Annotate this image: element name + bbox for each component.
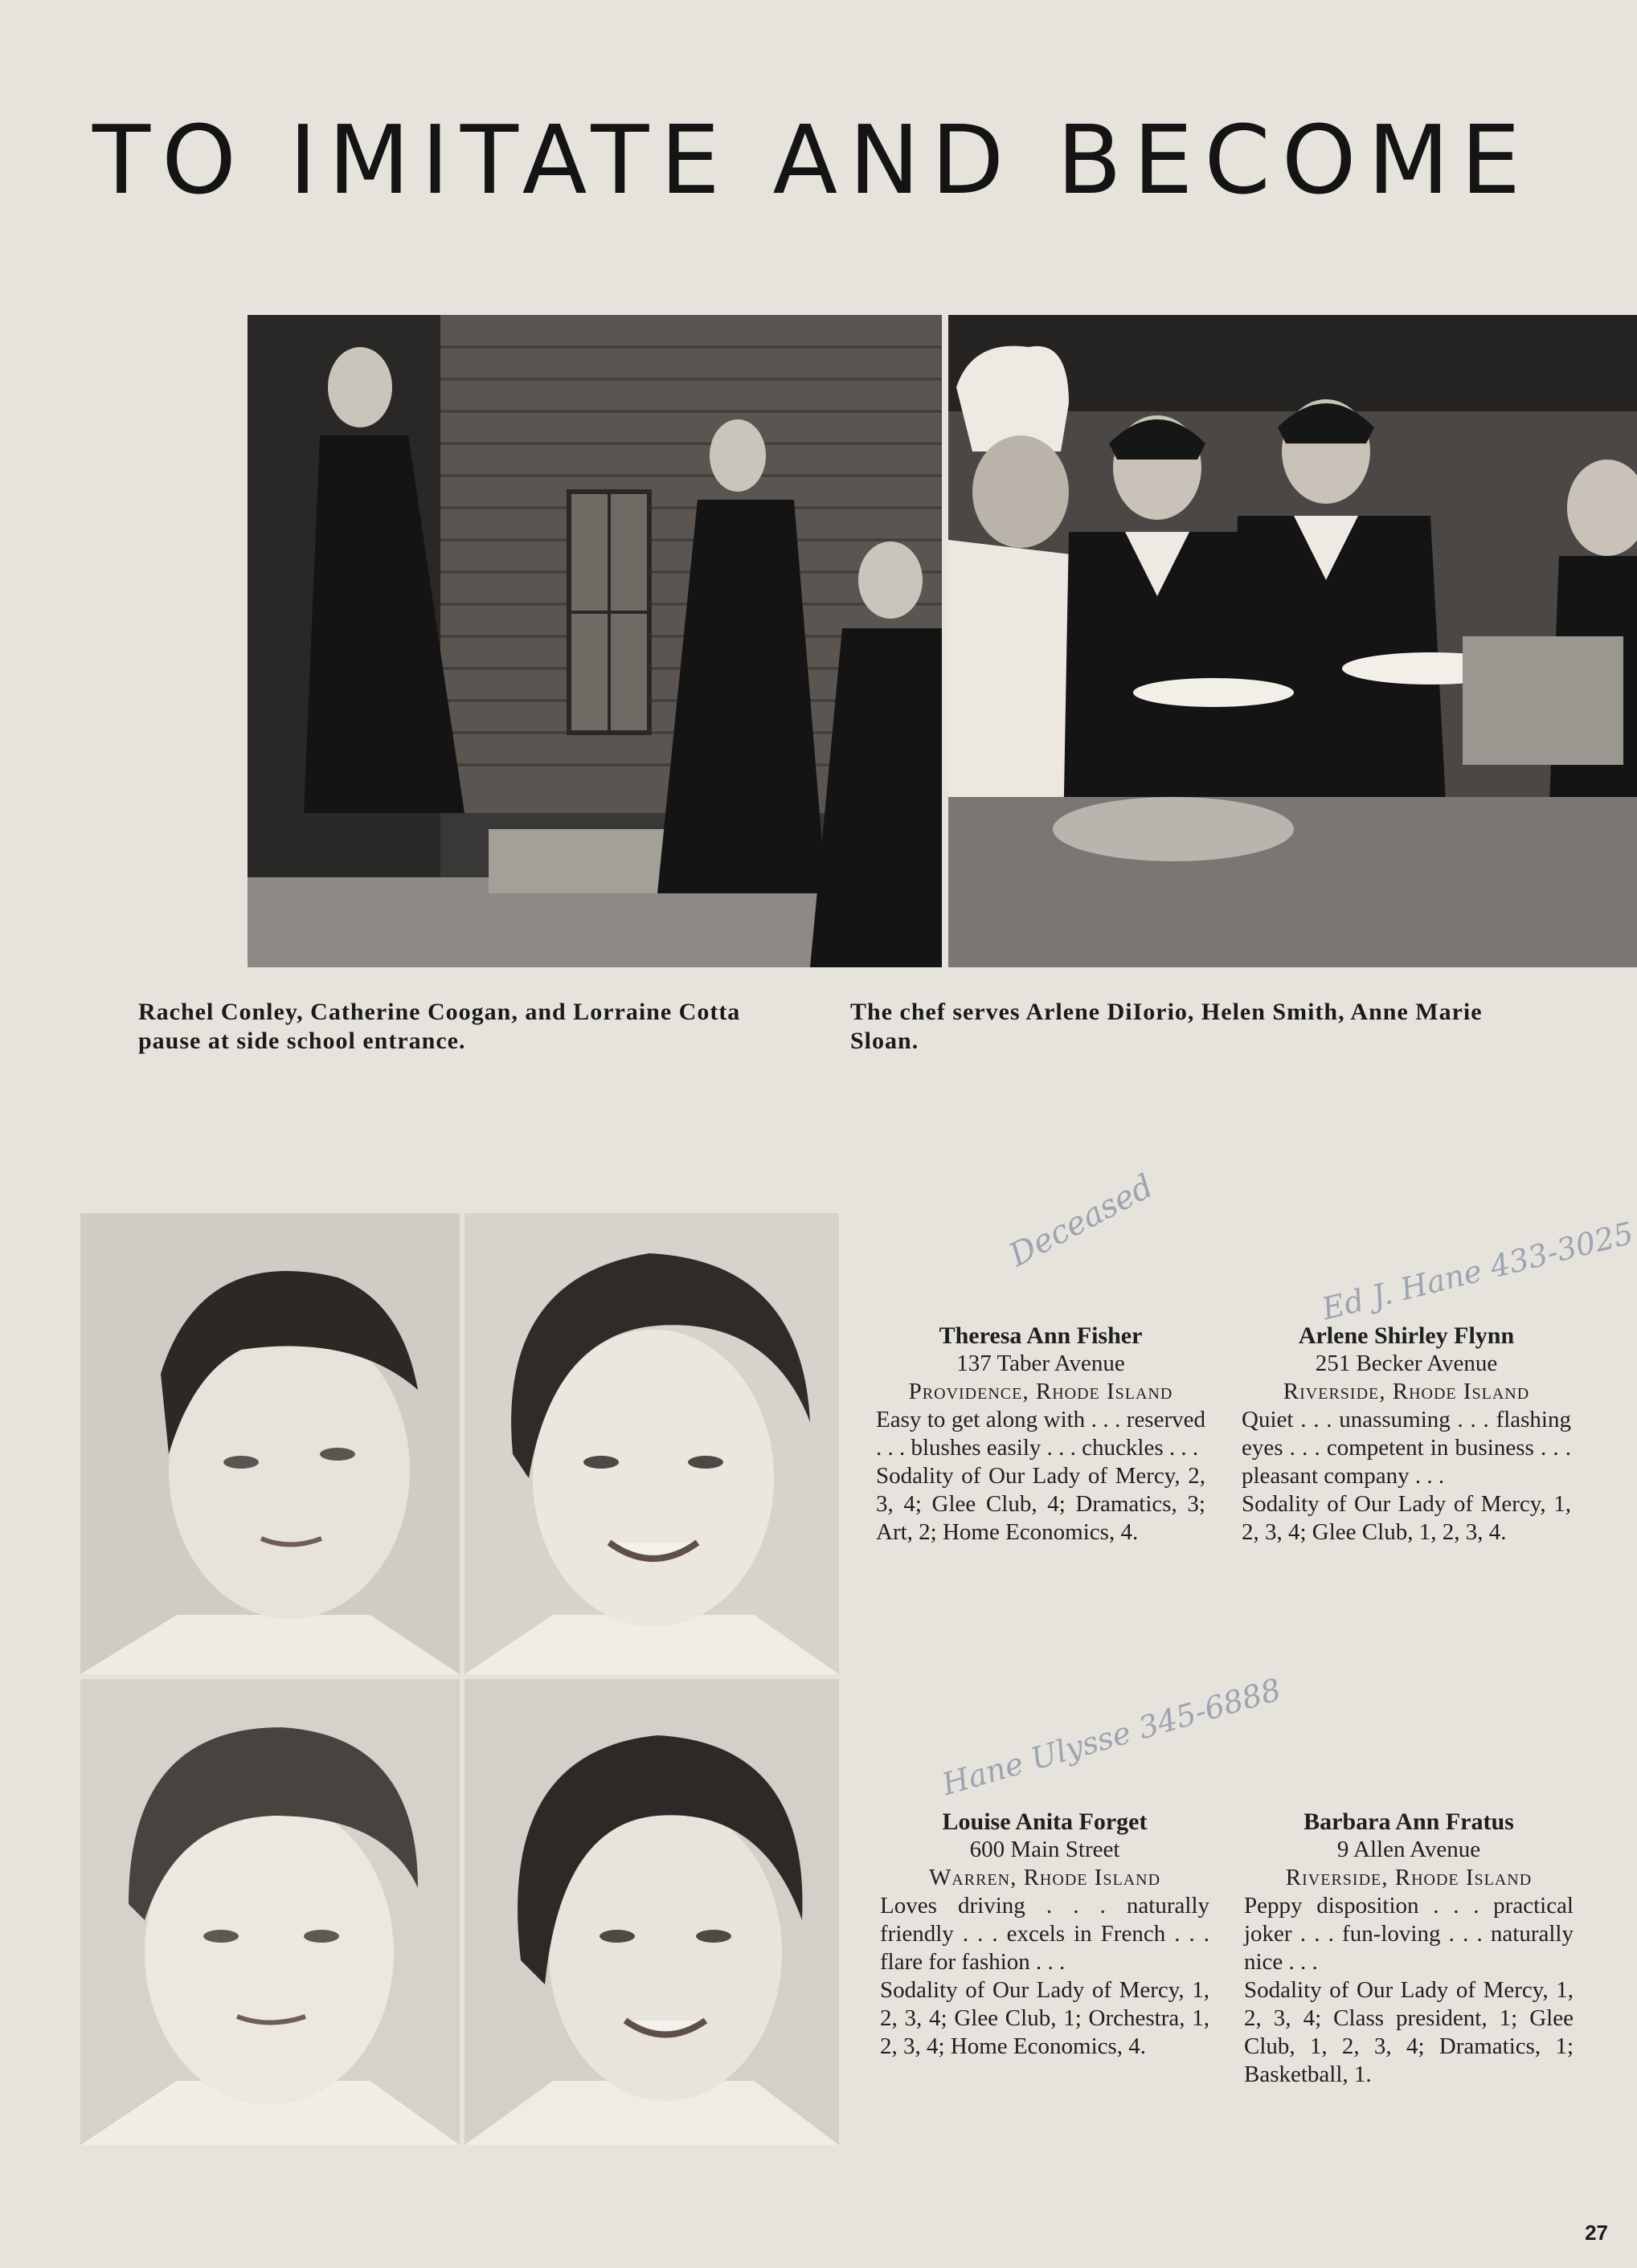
senior-name: Barbara Ann Fratus — [1303, 1808, 1514, 1835]
senior-city: Riverside, Rhode Island — [1283, 1379, 1530, 1404]
senior-city: Providence, Rhode Island — [908, 1379, 1173, 1404]
senior-city: Riverside, Rhode Island — [1285, 1865, 1533, 1890]
chef-photo — [948, 315, 1637, 967]
page-headline: TO IMITATE AND BECOME — [92, 104, 1533, 215]
senior-name: Louise Anita Forget — [942, 1808, 1148, 1835]
senior-description: Peppy disposition . . . practical joker . . . fun-loving . . . naturally nice . . . — [1244, 1893, 1574, 1975]
senior-city: Warren, Rhode Island — [928, 1865, 1161, 1890]
senior-bio — [880, 1808, 1209, 2061]
senior-activities: Sodality of Our Lady of Mercy, 1, 2, 3, 4; Glee Club, 1, 2, 3, 4. — [1242, 1491, 1571, 1545]
senior-bio — [876, 1322, 1205, 1547]
left-photo-caption: Rachel Conley, Catherine Coogan, and Lorraine Cotta pause at side school entrance. — [138, 999, 741, 1054]
page-number: 27 — [1585, 2221, 1608, 2245]
senior-street: 600 Main Street — [969, 1837, 1120, 1862]
handwritten-note-flynn: Ed J. Hane 433-3025 — [1318, 1215, 1637, 1327]
senior-description: Easy to get along with . . . reserved . . . blushes easily . . . chuckles . . . — [876, 1407, 1205, 1461]
portrait-theresa-fisher — [80, 1213, 460, 1674]
senior-street: 9 Allen Avenue — [1336, 1837, 1481, 1862]
handwritten-note-fisher: Deceased — [1003, 1167, 1160, 1274]
senior-description: Loves driving . . . naturally friendly . . . excels in French . . . flare for fashion . . . — [880, 1893, 1209, 1975]
senior-street: 137 Taber Avenue — [956, 1351, 1125, 1376]
portrait-louise-forget — [80, 1679, 460, 2145]
senior-activities: Sodality of Our Lady of Mercy, 2, 3, 4; Glee Club, 4; Dramatics, 3; Art, 2; Home Economics, 4. — [876, 1463, 1205, 1545]
senior-name: Arlene Shirley Flynn — [1298, 1322, 1515, 1349]
senior-bio — [1242, 1322, 1571, 1547]
handwritten-note-forget: Hane Ulysse 345-6888 — [938, 1671, 1285, 1803]
senior-activities: Sodality of Our Lady of Mercy, 1, 2, 3, 4; Glee Club, 1; Orchestra, 1, 2, 3, 4; Home Economics, 4. — [880, 1977, 1209, 2059]
senior-description: Quiet . . . unassuming . . . flashing eyes . . . competent in business . . . pleasant company . . . — [1242, 1407, 1571, 1489]
senior-bio — [1244, 1808, 1574, 2089]
portrait-arlene-flynn — [464, 1213, 839, 1674]
senior-activities: Sodality of Our Lady of Mercy, 1, 2, 3, 4; Class president, 1; Glee Club, 1, 2, 3, 4; Dramatics, 1; Basketball, 1. — [1244, 1977, 1574, 2087]
school-entrance-photo — [248, 315, 942, 967]
senior-name: Theresa Ann Fisher — [939, 1322, 1143, 1349]
right-photo-caption: The chef serves Arlene DiIorio, Helen Smith, Anne Marie Sloan. — [850, 999, 1483, 1054]
portrait-barbara-fratus — [464, 1679, 839, 2145]
senior-street: 251 Becker Avenue — [1315, 1351, 1498, 1376]
